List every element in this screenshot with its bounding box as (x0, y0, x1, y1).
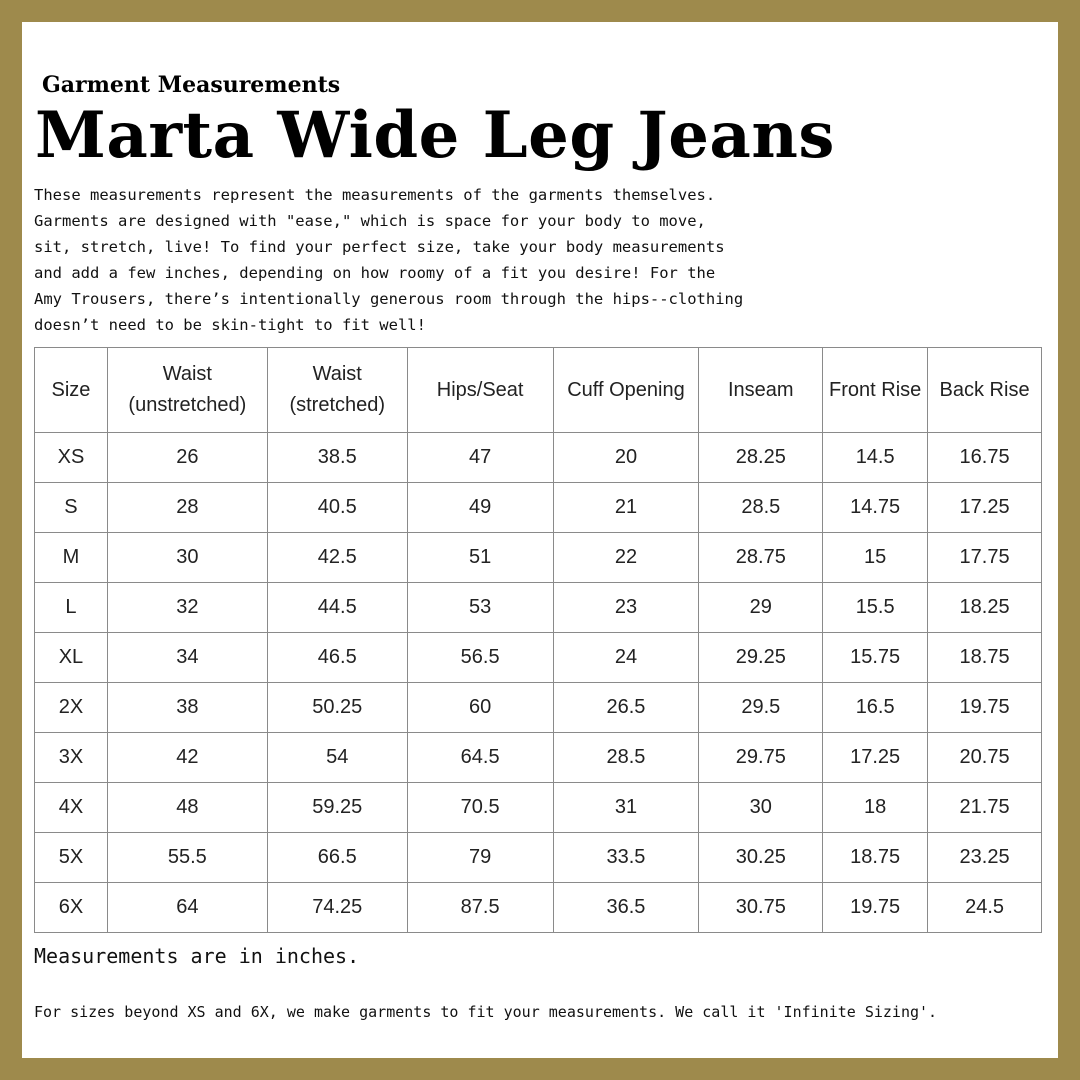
section-kicker: Garment Measurements (42, 72, 341, 98)
measurement-cell: 44.5 (267, 583, 407, 633)
size-chart-card (22, 22, 1058, 1058)
column-header (267, 348, 407, 433)
measurement-cell: 15.5 (823, 583, 928, 633)
table-header-row (35, 348, 1042, 433)
measurement-cell: 17.75 (928, 533, 1042, 583)
measurement-cell: 53 (407, 583, 553, 633)
measurement-cell: 23.25 (928, 833, 1042, 883)
column-header-label: (stretched) (289, 394, 386, 416)
table-body (35, 433, 1042, 933)
measurement-cell: 19.75 (823, 883, 928, 933)
measurement-cell: 18.75 (928, 633, 1042, 683)
table-row (35, 533, 1042, 583)
measurement-cell: 36.5 (553, 883, 699, 933)
size-cell: M (35, 533, 108, 583)
measurement-cell: 47 (407, 433, 553, 483)
measurement-cell: 30 (699, 783, 823, 833)
measurement-cell: 18.25 (928, 583, 1042, 633)
table-row (35, 483, 1042, 533)
measurements-table (34, 347, 1042, 933)
measurement-cell: 29 (699, 583, 823, 633)
table-row (35, 633, 1042, 683)
column-header (928, 348, 1042, 433)
measurement-cell: 34 (107, 633, 267, 683)
table-row (35, 733, 1042, 783)
measurement-cell: 19.75 (928, 683, 1042, 733)
column-header (699, 348, 823, 433)
measurement-cell: 29.5 (699, 683, 823, 733)
column-header-label: Waist (162, 363, 212, 385)
size-cell: 5X (35, 833, 108, 883)
measurement-cell: 30 (107, 533, 267, 583)
measurement-cell: 38 (107, 683, 267, 733)
measurement-cell: 50.25 (267, 683, 407, 733)
table-row (35, 433, 1042, 483)
measurement-cell: 55.5 (107, 833, 267, 883)
measurement-cell: 17.25 (823, 733, 928, 783)
measurement-cell: 42 (107, 733, 267, 783)
measurement-cell: 16.75 (928, 433, 1042, 483)
intro-paragraph: These measurements represent the measurements of the garments themselves. Garments are designed with "ease," which is space for your body to move, sit, stretch, live! To find your perfect size, take your body measurements and add a few inches, depending on how roomy of a fit you desire! For the Amy Trousers, there’s intentionally generous room through the hips--clothing doesn’t need to be skin-tight to fit well! (34, 186, 744, 334)
table-row (35, 583, 1042, 633)
column-header (553, 348, 699, 433)
measurement-cell: 70.5 (407, 783, 553, 833)
column-header-label: (unstretched) (128, 394, 247, 416)
measurement-cell: 24 (553, 633, 699, 683)
measurement-cell: 29.25 (699, 633, 823, 683)
measurement-cell: 17.25 (928, 483, 1042, 533)
measurement-cell: 23 (553, 583, 699, 633)
column-header-label: Size (51, 378, 91, 401)
units-note: Measurements are in inches. (34, 944, 360, 968)
measurement-cell: 60 (407, 683, 553, 733)
column-header-label: Front Rise (829, 378, 922, 401)
measurement-cell: 22 (553, 533, 699, 583)
measurement-cell: 20.75 (928, 733, 1042, 783)
measurement-cell: 87.5 (407, 883, 553, 933)
measurement-cell: 28 (107, 483, 267, 533)
measurement-cell: 20 (553, 433, 699, 483)
measurement-cell: 28.5 (699, 483, 823, 533)
measurement-cell: 59.25 (267, 783, 407, 833)
column-header-label: Waist (312, 363, 362, 385)
measurement-cell: 79 (407, 833, 553, 883)
measurement-cell: 42.5 (267, 533, 407, 583)
column-header-label: Back Rise (939, 378, 1030, 401)
measurement-cell: 28.5 (553, 733, 699, 783)
measurement-cell: 74.25 (267, 883, 407, 933)
measurement-cell: 21.75 (928, 783, 1042, 833)
measurement-cell: 15.75 (823, 633, 928, 683)
measurement-cell: 18 (823, 783, 928, 833)
measurement-cell: 33.5 (553, 833, 699, 883)
size-cell: 4X (35, 783, 108, 833)
measurement-cell: 15 (823, 533, 928, 583)
column-header-label: Cuff Opening (567, 378, 685, 401)
measurement-cell: 14.5 (823, 433, 928, 483)
measurement-cell: 49 (407, 483, 553, 533)
measurement-cell: 38.5 (267, 433, 407, 483)
table-row (35, 883, 1042, 933)
measurement-cell: 40.5 (267, 483, 407, 533)
measurement-cell: 48 (107, 783, 267, 833)
measurement-cell: 18.75 (823, 833, 928, 883)
measurement-cell: 28.75 (699, 533, 823, 583)
measurement-cell: 54 (267, 733, 407, 783)
size-cell: 6X (35, 883, 108, 933)
footer-note: For sizes beyond XS and 6X, we make garments to fit your measurements. We call it 'Infinite Sizing'. (34, 1003, 938, 1021)
measurement-cell: 56.5 (407, 633, 553, 683)
size-cell: 2X (35, 683, 108, 733)
size-cell: XL (35, 633, 108, 683)
table-row (35, 833, 1042, 883)
size-cell: XS (35, 433, 108, 483)
measurement-cell: 30.25 (699, 833, 823, 883)
column-header (35, 348, 108, 433)
measurement-cell: 14.75 (823, 483, 928, 533)
column-header (823, 348, 928, 433)
measurement-cell: 26 (107, 433, 267, 483)
page-title: Marta Wide Leg Jeans (35, 98, 835, 173)
measurement-cell: 28.25 (699, 433, 823, 483)
measurement-cell: 32 (107, 583, 267, 633)
measurement-cell: 26.5 (553, 683, 699, 733)
measurement-cell: 64 (107, 883, 267, 933)
measurement-cell: 31 (553, 783, 699, 833)
measurement-cell: 64.5 (407, 733, 553, 783)
column-header-label: Inseam (728, 378, 794, 401)
measurement-cell: 16.5 (823, 683, 928, 733)
column-header-label: Hips/Seat (436, 378, 524, 401)
measurement-cell: 30.75 (699, 883, 823, 933)
measurement-cell: 21 (553, 483, 699, 533)
table-row (35, 783, 1042, 833)
measurement-cell: 51 (407, 533, 553, 583)
column-header (107, 348, 267, 433)
measurement-cell: 46.5 (267, 633, 407, 683)
size-cell: L (35, 583, 108, 633)
column-header (407, 348, 553, 433)
size-cell: S (35, 483, 108, 533)
measurement-cell: 24.5 (928, 883, 1042, 933)
size-cell: 3X (35, 733, 108, 783)
measurement-cell: 66.5 (267, 833, 407, 883)
measurement-cell: 29.75 (699, 733, 823, 783)
table-row (35, 683, 1042, 733)
